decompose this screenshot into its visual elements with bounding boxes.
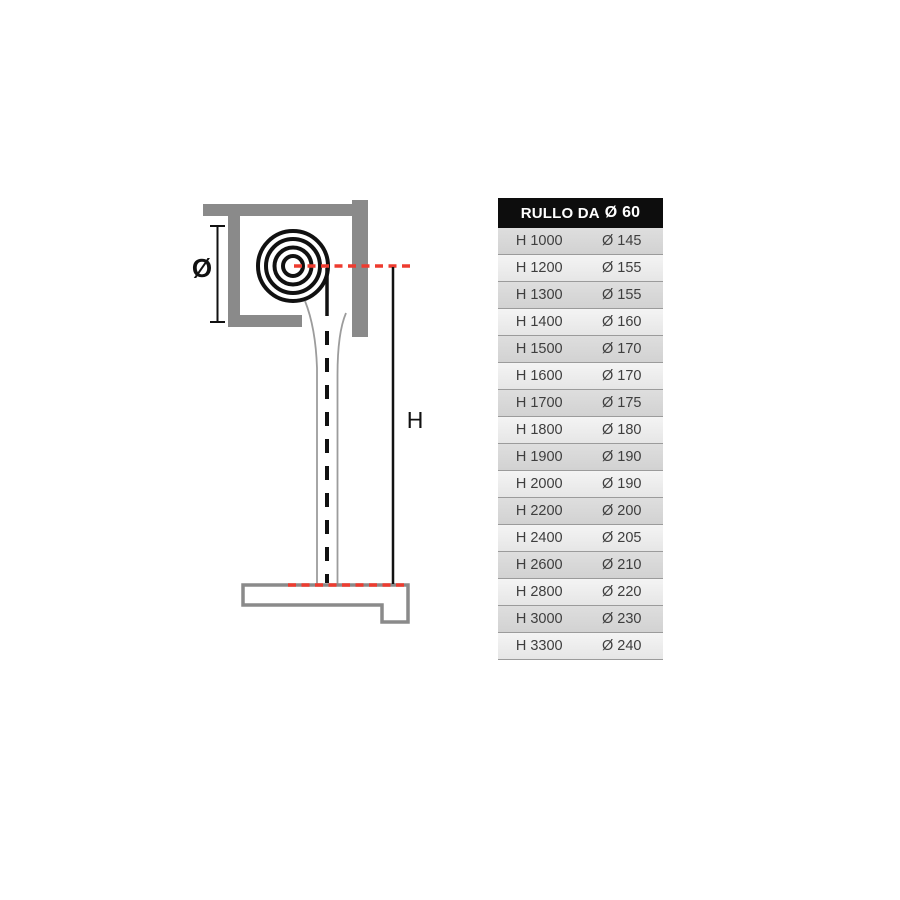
height-value: H 2800 (515, 584, 563, 600)
table-row (498, 579, 663, 606)
guide-rail-left (305, 301, 317, 584)
table-row (498, 255, 663, 282)
diameter-dimension-line (210, 226, 225, 322)
diameter-value: Ø 170 (602, 368, 642, 384)
table-row (498, 390, 663, 417)
diameter-value: Ø 145 (602, 233, 642, 249)
diameter-value: Ø 175 (602, 395, 642, 411)
height-value: H 2600 (515, 557, 563, 573)
table-row (498, 498, 663, 525)
box-right-bar (352, 200, 368, 337)
table-row (498, 417, 663, 444)
height-value: H 2200 (515, 503, 563, 519)
size-table (498, 198, 663, 660)
diameter-value: Ø 210 (602, 557, 642, 573)
diameter-value: Ø 180 (602, 422, 642, 438)
height-value: H 3000 (515, 611, 563, 627)
height-value: H 2400 (515, 530, 563, 546)
table-header (498, 198, 663, 228)
table-row (498, 525, 663, 552)
table-row (498, 606, 663, 633)
table-row (498, 228, 663, 255)
height-value: H 1700 (515, 395, 563, 411)
shutter-coil (258, 231, 328, 301)
diameter-label: Ø (191, 253, 213, 283)
table-header-prefix: RULLO DA (520, 204, 600, 222)
height-value: H 1800 (515, 422, 563, 438)
diameter-value: Ø 190 (602, 476, 642, 492)
diameter-value: Ø 160 (602, 314, 642, 330)
table-row (498, 363, 663, 390)
diameter-value: Ø 200 (602, 503, 642, 519)
diameter-value: Ø 155 (602, 260, 642, 276)
box-bottom-bar (228, 315, 302, 327)
diameter-value: Ø 170 (602, 341, 642, 357)
table-row (498, 309, 663, 336)
diameter-value: Ø 190 (602, 449, 642, 465)
table-row (498, 444, 663, 471)
guide-rail-right (338, 313, 347, 584)
box-left-bar (228, 216, 240, 327)
height-value: H 1400 (515, 314, 563, 330)
table-row (498, 552, 663, 579)
height-value: H 1300 (515, 287, 563, 303)
table-header-diameter: Ø 60 (604, 204, 641, 221)
diameter-value: Ø 230 (602, 611, 642, 627)
table-row (498, 282, 663, 309)
height-value: H 1900 (515, 449, 563, 465)
diameter-value: Ø 205 (602, 530, 642, 546)
table-row (498, 336, 663, 363)
height-value: H 3300 (515, 638, 563, 654)
box-top-bar (203, 204, 368, 216)
height-label: H (406, 407, 424, 433)
table-body (498, 228, 663, 660)
height-value: H 2000 (515, 476, 563, 492)
table-row (498, 633, 663, 660)
height-value: H 1000 (515, 233, 563, 249)
height-value: H 1200 (515, 260, 563, 276)
height-value: H 1600 (515, 368, 563, 384)
diameter-value: Ø 220 (602, 584, 642, 600)
height-value: H 1500 (515, 341, 563, 357)
floor-profile (243, 585, 408, 622)
diameter-value: Ø 240 (602, 638, 642, 654)
diameter-value: Ø 155 (602, 287, 642, 303)
table-row (498, 471, 663, 498)
